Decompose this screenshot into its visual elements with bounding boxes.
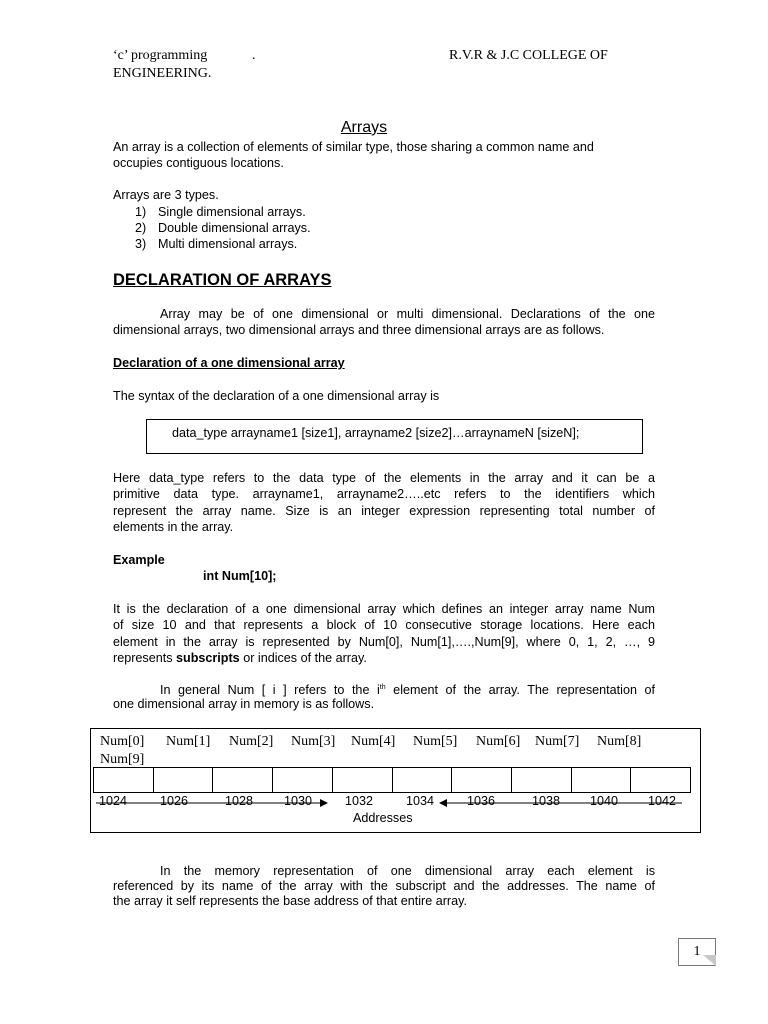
list-item: Multi dimensional arrays. [158, 237, 298, 251]
paragraph-line: one dimensional array in memory is as follows. [113, 697, 375, 711]
memory-cell [273, 768, 333, 792]
memory-cell [631, 768, 690, 792]
syntax-box [146, 419, 643, 454]
syntax-intro: The syntax of the declaration of a one dimensional array is [113, 389, 440, 403]
example-paragraph-line: It is the declaration of a one dimensional array which defines an integer array name Num [113, 602, 655, 616]
memory-address: 1038 [532, 794, 561, 808]
paragraph-line [113, 683, 655, 697]
memory-label: Num[5] [413, 734, 458, 749]
addresses-caption: Addresses [353, 811, 413, 825]
explanation-line: represent the array name. Size is an integer expression representing total number of [113, 504, 655, 518]
memory-cell [333, 768, 393, 792]
paragraph-line: the array it self represents the base address of that entire array. [113, 894, 467, 908]
memory-label: Num[7] [535, 734, 580, 749]
example-paragraph-line: element in the array is represented by Num[0], Num[1],….,Num[9], where 0, 1, 2, …, 9 [113, 635, 655, 649]
memory-label: Num[4] [351, 734, 396, 749]
memory-cell [572, 768, 632, 792]
example-label: Example [113, 553, 165, 567]
page-title: Arrays [340, 119, 388, 136]
list-item: Single dimensional arrays. [158, 205, 306, 219]
header-dot: . [252, 48, 256, 63]
paragraph-line: Array may be of one dimensional or multi dimensional. Declarations of the one [160, 307, 655, 321]
paragraph-line: referenced by its name of the array with the subscript and the addresses. The name of [113, 879, 655, 893]
paragraph-line: In the memory representation of one dimensional array each element is [160, 864, 655, 878]
intro-line: occupies contiguous locations. [113, 156, 284, 170]
text-span: In general Num [ i ] refers to the i [160, 683, 380, 697]
list-number: 2) [135, 221, 147, 235]
list-item: Double dimensional arrays. [158, 221, 311, 235]
header-left-line2: ENGINEERING. [113, 66, 212, 81]
memory-cell [393, 768, 453, 792]
list-number: 3) [135, 237, 147, 251]
page-curl-icon [703, 955, 716, 966]
page-number: 1 [678, 938, 716, 966]
memory-cell [512, 768, 572, 792]
explanation-line: elements in the array. [113, 520, 234, 534]
arrow-right-icon [320, 799, 328, 807]
header-left: ‘c’ programming [113, 48, 208, 63]
memory-cell [154, 768, 214, 792]
paragraph-line: dimensional arrays, two dimensional arrays and three dimensional arrays are as follows. [113, 323, 605, 337]
text-span: represents [113, 651, 176, 665]
memory-label: Num[8] [597, 734, 642, 749]
memory-cell [94, 768, 154, 792]
memory-address: 1028 [225, 794, 254, 808]
syntax-text: data_type arrayname1 [size1], arrayname2 [size2]…arraynameN [sizeN]; [172, 426, 580, 440]
memory-address: 1034 [406, 794, 435, 808]
subsection-heading: Declaration of a one dimensional array [113, 356, 345, 370]
general-paragraph [113, 683, 655, 711]
example-paragraph-line [113, 651, 367, 665]
memory-label: Num[9] [100, 752, 145, 767]
example-code: int Num[10]; [203, 569, 277, 583]
section-heading: DECLARATION OF ARRAYS [113, 271, 332, 289]
memory-address: 1036 [467, 794, 496, 808]
explanation-line: Here data_type refers to the data type of the elements in the array and it can be a [113, 471, 655, 485]
list-number: 1) [135, 205, 147, 219]
memory-cells [93, 767, 691, 793]
memory-address: 1024 [99, 794, 128, 808]
header-right: R.V.R & J.C COLLEGE OF [449, 48, 608, 63]
bold-term: subscripts [176, 651, 240, 665]
memory-address: 1032 [345, 794, 374, 808]
memory-address: 1030 [284, 794, 313, 808]
memory-label: Num[0] [100, 734, 145, 749]
declaration-paragraph [113, 307, 655, 337]
superscript: th [379, 683, 386, 691]
memory-address: 1042 [648, 794, 677, 808]
memory-paragraph [113, 864, 655, 908]
memory-label: Num[1] [166, 734, 211, 749]
text-span: element of the array. The representation of [385, 683, 655, 697]
memory-label: Num[3] [291, 734, 336, 749]
example-paragraph-line: of size 10 and that represents a block of 10 consecutive storage locations. Here each [113, 618, 655, 632]
memory-label: Num[6] [476, 734, 521, 749]
text-span: or indices of the array. [239, 651, 367, 665]
memory-label: Num[2] [229, 734, 274, 749]
types-heading: Arrays are 3 types. [113, 188, 219, 202]
memory-cell [452, 768, 512, 792]
memory-cell [213, 768, 273, 792]
memory-address: 1026 [160, 794, 189, 808]
arrow-left-icon [439, 799, 447, 807]
memory-address: 1040 [590, 794, 619, 808]
explanation-line: primitive data type. arrayname1, arrayname2…..etc refers to the identifiers which [113, 487, 655, 501]
intro-line: An array is a collection of elements of similar type, those sharing a common name and [113, 140, 594, 154]
